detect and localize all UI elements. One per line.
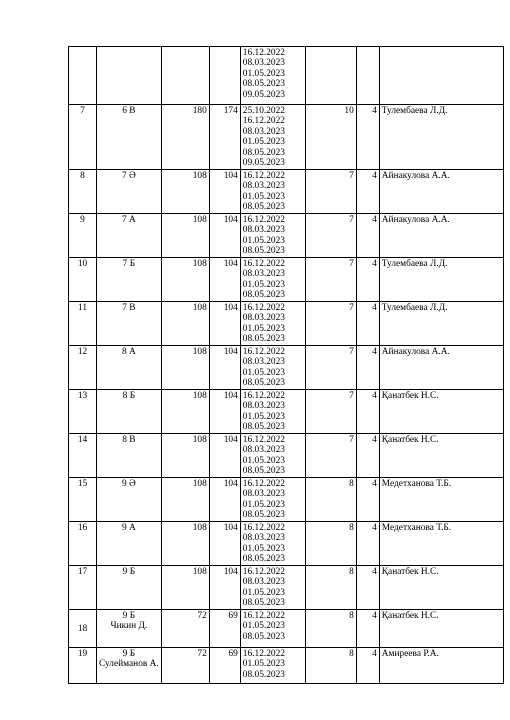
row-number-cell (69, 47, 97, 105)
row-number-cell: 14 (69, 434, 97, 478)
days-cell: 8 (305, 522, 356, 566)
date-line: 16.12.2022 (242, 303, 285, 313)
date-line: 08.03.2023 (242, 181, 285, 192)
table-row (69, 566, 504, 610)
count-cell: 4 (356, 105, 379, 170)
given-hours-cell: 69 (209, 648, 240, 684)
date-line: 01.05.2023 (242, 367, 285, 378)
class-cell (97, 346, 162, 390)
days-cell: 10 (305, 105, 356, 170)
days-cell: 7 (305, 346, 356, 390)
given-hours-cell: 174 (209, 105, 240, 170)
class-line: Сулейманов А. (99, 659, 159, 670)
date-line: 16.12.2022 (242, 567, 285, 577)
given-hours-cell: 104 (209, 390, 240, 434)
date-line: 08.03.2023 (242, 533, 285, 544)
class-cell (97, 566, 162, 610)
class-cell (97, 105, 162, 170)
date-line: 08.05.2023 (242, 79, 285, 90)
class-line: 8 Б (122, 391, 136, 401)
hours-cell: 108 (161, 522, 209, 566)
given-hours-cell: 104 (209, 522, 240, 566)
count-cell: 4 (356, 214, 379, 258)
count-cell: 4 (356, 478, 379, 522)
date-line: 16.12.2022 (242, 649, 285, 659)
date-line: 01.05.2023 (242, 411, 285, 422)
hours-cell: 108 (161, 566, 209, 610)
table-row (69, 390, 504, 434)
date-line: 16.12.2022 (242, 48, 285, 58)
dates-cell (240, 47, 305, 105)
count-cell: 4 (356, 170, 379, 214)
class-cell (97, 258, 162, 302)
dates-cell (240, 170, 305, 214)
date-line: 08.03.2023 (242, 445, 285, 456)
class-cell (97, 390, 162, 434)
date-line: 08.05.2023 (242, 554, 285, 565)
class-line: 7 В (122, 303, 136, 313)
days-cell: 7 (305, 170, 356, 214)
table-row (69, 478, 504, 522)
date-line: 16.12.2022 (242, 435, 285, 445)
days-cell: 7 (305, 258, 356, 302)
count-cell: 4 (356, 648, 379, 684)
row-number-cell: 17 (69, 566, 97, 610)
date-line: 16.12.2022 (242, 116, 285, 127)
table-row (69, 522, 504, 566)
schedule-table (68, 46, 504, 684)
hours-cell: 108 (161, 302, 209, 346)
teacher-cell: Айнакулова А.А. (379, 170, 503, 214)
date-line: 08.05.2023 (242, 510, 285, 521)
hours-cell: 108 (161, 434, 209, 478)
row-number-cell: 8 (69, 170, 97, 214)
hours-cell: 108 (161, 346, 209, 390)
teacher-cell: Қанатбек Н.С. (379, 434, 503, 478)
dates-cell (240, 258, 305, 302)
table-row (69, 170, 504, 214)
days-cell: 8 (305, 610, 356, 648)
dates-cell (240, 302, 305, 346)
class-cell (97, 648, 162, 684)
date-line: 08.03.2023 (242, 489, 285, 500)
hours-cell: 108 (161, 214, 209, 258)
row-number-cell: 16 (69, 522, 97, 566)
hours-cell: 108 (161, 170, 209, 214)
class-line: 9 Б (122, 611, 136, 621)
days-cell: 7 (305, 434, 356, 478)
date-line: 08.05.2023 (242, 631, 285, 642)
row-number-cell: 7 (69, 105, 97, 170)
dates-cell (240, 648, 305, 684)
date-line: 16.12.2022 (242, 523, 285, 533)
date-line: 09.05.2023 (242, 158, 285, 169)
schedule-table-body (69, 47, 504, 684)
date-line: 08.05.2023 (242, 202, 285, 213)
given-hours-cell: 69 (209, 610, 240, 648)
count-cell: 4 (356, 390, 379, 434)
row-number-cell: 11 (69, 302, 97, 346)
count-cell: 4 (356, 346, 379, 390)
count-cell: 4 (356, 258, 379, 302)
days-cell: 7 (305, 390, 356, 434)
dates-cell (240, 478, 305, 522)
date-line: 25.10.2022 (242, 106, 285, 116)
dates-cell (240, 346, 305, 390)
count-cell: 4 (356, 610, 379, 648)
dates-cell (240, 434, 305, 478)
days-cell: 7 (305, 302, 356, 346)
date-line: 08.03.2023 (242, 126, 285, 137)
date-line: 01.05.2023 (242, 191, 285, 202)
date-line: 01.05.2023 (242, 621, 285, 632)
table-row (69, 434, 504, 478)
days-cell: 8 (305, 566, 356, 610)
teacher-cell: Амиреева Р.А. (379, 648, 503, 684)
date-line: 01.05.2023 (242, 68, 285, 79)
given-hours-cell: 104 (209, 434, 240, 478)
count-cell (356, 47, 379, 105)
class-cell (97, 302, 162, 346)
date-line: 08.03.2023 (242, 357, 285, 368)
date-line: 16.12.2022 (242, 171, 285, 181)
dates-cell (240, 610, 305, 648)
given-hours-cell: 104 (209, 170, 240, 214)
teacher-cell: Айнакулова А.А. (379, 214, 503, 258)
date-line: 08.05.2023 (242, 378, 285, 389)
teacher-cell: Тулембаева Л.Д. (379, 105, 503, 170)
date-line: 09.05.2023 (242, 89, 285, 100)
date-line: 01.05.2023 (242, 137, 285, 148)
teacher-cell: Медетханова Т.Б. (379, 522, 503, 566)
given-hours-cell: 104 (209, 258, 240, 302)
date-line: 08.05.2023 (242, 334, 285, 345)
date-line: 16.12.2022 (242, 347, 285, 357)
date-line: 08.05.2023 (242, 422, 285, 433)
teacher-cell: Қанатбек Н.С. (379, 390, 503, 434)
dates-cell (240, 566, 305, 610)
hours-cell: 72 (161, 610, 209, 648)
class-cell (97, 522, 162, 566)
date-line: 08.03.2023 (242, 313, 285, 324)
date-line: 01.05.2023 (242, 323, 285, 334)
date-line: 01.05.2023 (242, 587, 285, 598)
date-line: 01.05.2023 (242, 659, 285, 670)
date-line: 01.05.2023 (242, 543, 285, 554)
given-hours-cell: 104 (209, 302, 240, 346)
given-hours-cell: 104 (209, 566, 240, 610)
table-row (69, 47, 504, 105)
dates-cell (240, 390, 305, 434)
date-line: 16.12.2022 (242, 259, 285, 269)
given-hours-cell: 104 (209, 478, 240, 522)
date-line: 08.03.2023 (242, 225, 285, 236)
dates-cell (240, 105, 305, 170)
class-cell (97, 214, 162, 258)
hours-cell: 72 (161, 648, 209, 684)
row-number-cell: 15 (69, 478, 97, 522)
date-line: 08.03.2023 (242, 577, 285, 588)
row-number-cell: 13 (69, 390, 97, 434)
hours-cell (161, 47, 209, 105)
date-line: 08.05.2023 (242, 147, 285, 158)
given-hours-cell: 104 (209, 214, 240, 258)
count-cell: 4 (356, 302, 379, 346)
class-line: 8 В (122, 435, 136, 445)
class-line: 8 А (121, 347, 136, 357)
date-line: 08.03.2023 (242, 401, 285, 412)
date-line: 08.03.2023 (242, 269, 285, 280)
class-line: 7 Ә (121, 171, 136, 181)
hours-cell: 180 (161, 105, 209, 170)
class-line: 7 Б (122, 259, 136, 269)
given-hours-cell: 104 (209, 346, 240, 390)
class-line: 9 А (121, 523, 136, 533)
count-cell: 4 (356, 566, 379, 610)
date-line: 08.05.2023 (242, 598, 285, 609)
row-number-cell: 12 (69, 346, 97, 390)
table-row (69, 610, 504, 648)
teacher-cell: Қанатбек Н.С. (379, 566, 503, 610)
class-cell (97, 434, 162, 478)
teacher-cell: Тулембаева Л.Д. (379, 258, 503, 302)
class-cell (97, 610, 162, 648)
class-line: 9 Б (122, 567, 136, 577)
hours-cell: 108 (161, 478, 209, 522)
dates-cell (240, 214, 305, 258)
dates-cell (240, 522, 305, 566)
table-row (69, 302, 504, 346)
date-line: 08.05.2023 (242, 290, 285, 301)
teacher-cell: Айнакулова А.А. (379, 346, 503, 390)
table-row (69, 105, 504, 170)
table-row (69, 214, 504, 258)
date-line: 16.12.2022 (242, 611, 285, 621)
days-cell: 7 (305, 214, 356, 258)
teacher-cell: Тулембаева Л.Д. (379, 302, 503, 346)
date-line: 08.03.2023 (242, 58, 285, 69)
count-cell: 4 (356, 522, 379, 566)
date-line: 08.05.2023 (242, 669, 285, 680)
class-line: 9 Ә (121, 479, 136, 489)
class-cell (97, 478, 162, 522)
table-row (69, 346, 504, 390)
days-cell (305, 47, 356, 105)
date-line: 16.12.2022 (242, 215, 285, 225)
row-number-cell: 18 (69, 610, 97, 648)
days-cell: 8 (305, 478, 356, 522)
row-number-cell: 19 (69, 648, 97, 684)
class-line: 7 А (121, 215, 136, 225)
date-line: 01.05.2023 (242, 279, 285, 290)
row-number-cell: 10 (69, 258, 97, 302)
teacher-cell: Қанатбек Н.С. (379, 610, 503, 648)
days-cell: 8 (305, 648, 356, 684)
teacher-cell: Медетханова Т.Б. (379, 478, 503, 522)
class-line: 6 В (122, 106, 136, 116)
table-row (69, 258, 504, 302)
date-line: 08.05.2023 (242, 466, 285, 477)
table-row (69, 648, 504, 684)
class-line: 9 Б (122, 649, 136, 659)
date-line: 08.05.2023 (242, 246, 285, 257)
date-line: 01.05.2023 (242, 235, 285, 246)
given-hours-cell (209, 47, 240, 105)
class-line: Чикин Д. (110, 621, 148, 632)
count-cell: 4 (356, 434, 379, 478)
date-line: 16.12.2022 (242, 391, 285, 401)
date-line: 01.05.2023 (242, 455, 285, 466)
teacher-cell (379, 47, 503, 105)
class-cell (97, 47, 162, 105)
hours-cell: 108 (161, 258, 209, 302)
class-cell (97, 170, 162, 214)
date-line: 01.05.2023 (242, 499, 285, 510)
date-line: 16.12.2022 (242, 479, 285, 489)
hours-cell: 108 (161, 390, 209, 434)
row-number-cell: 9 (69, 214, 97, 258)
